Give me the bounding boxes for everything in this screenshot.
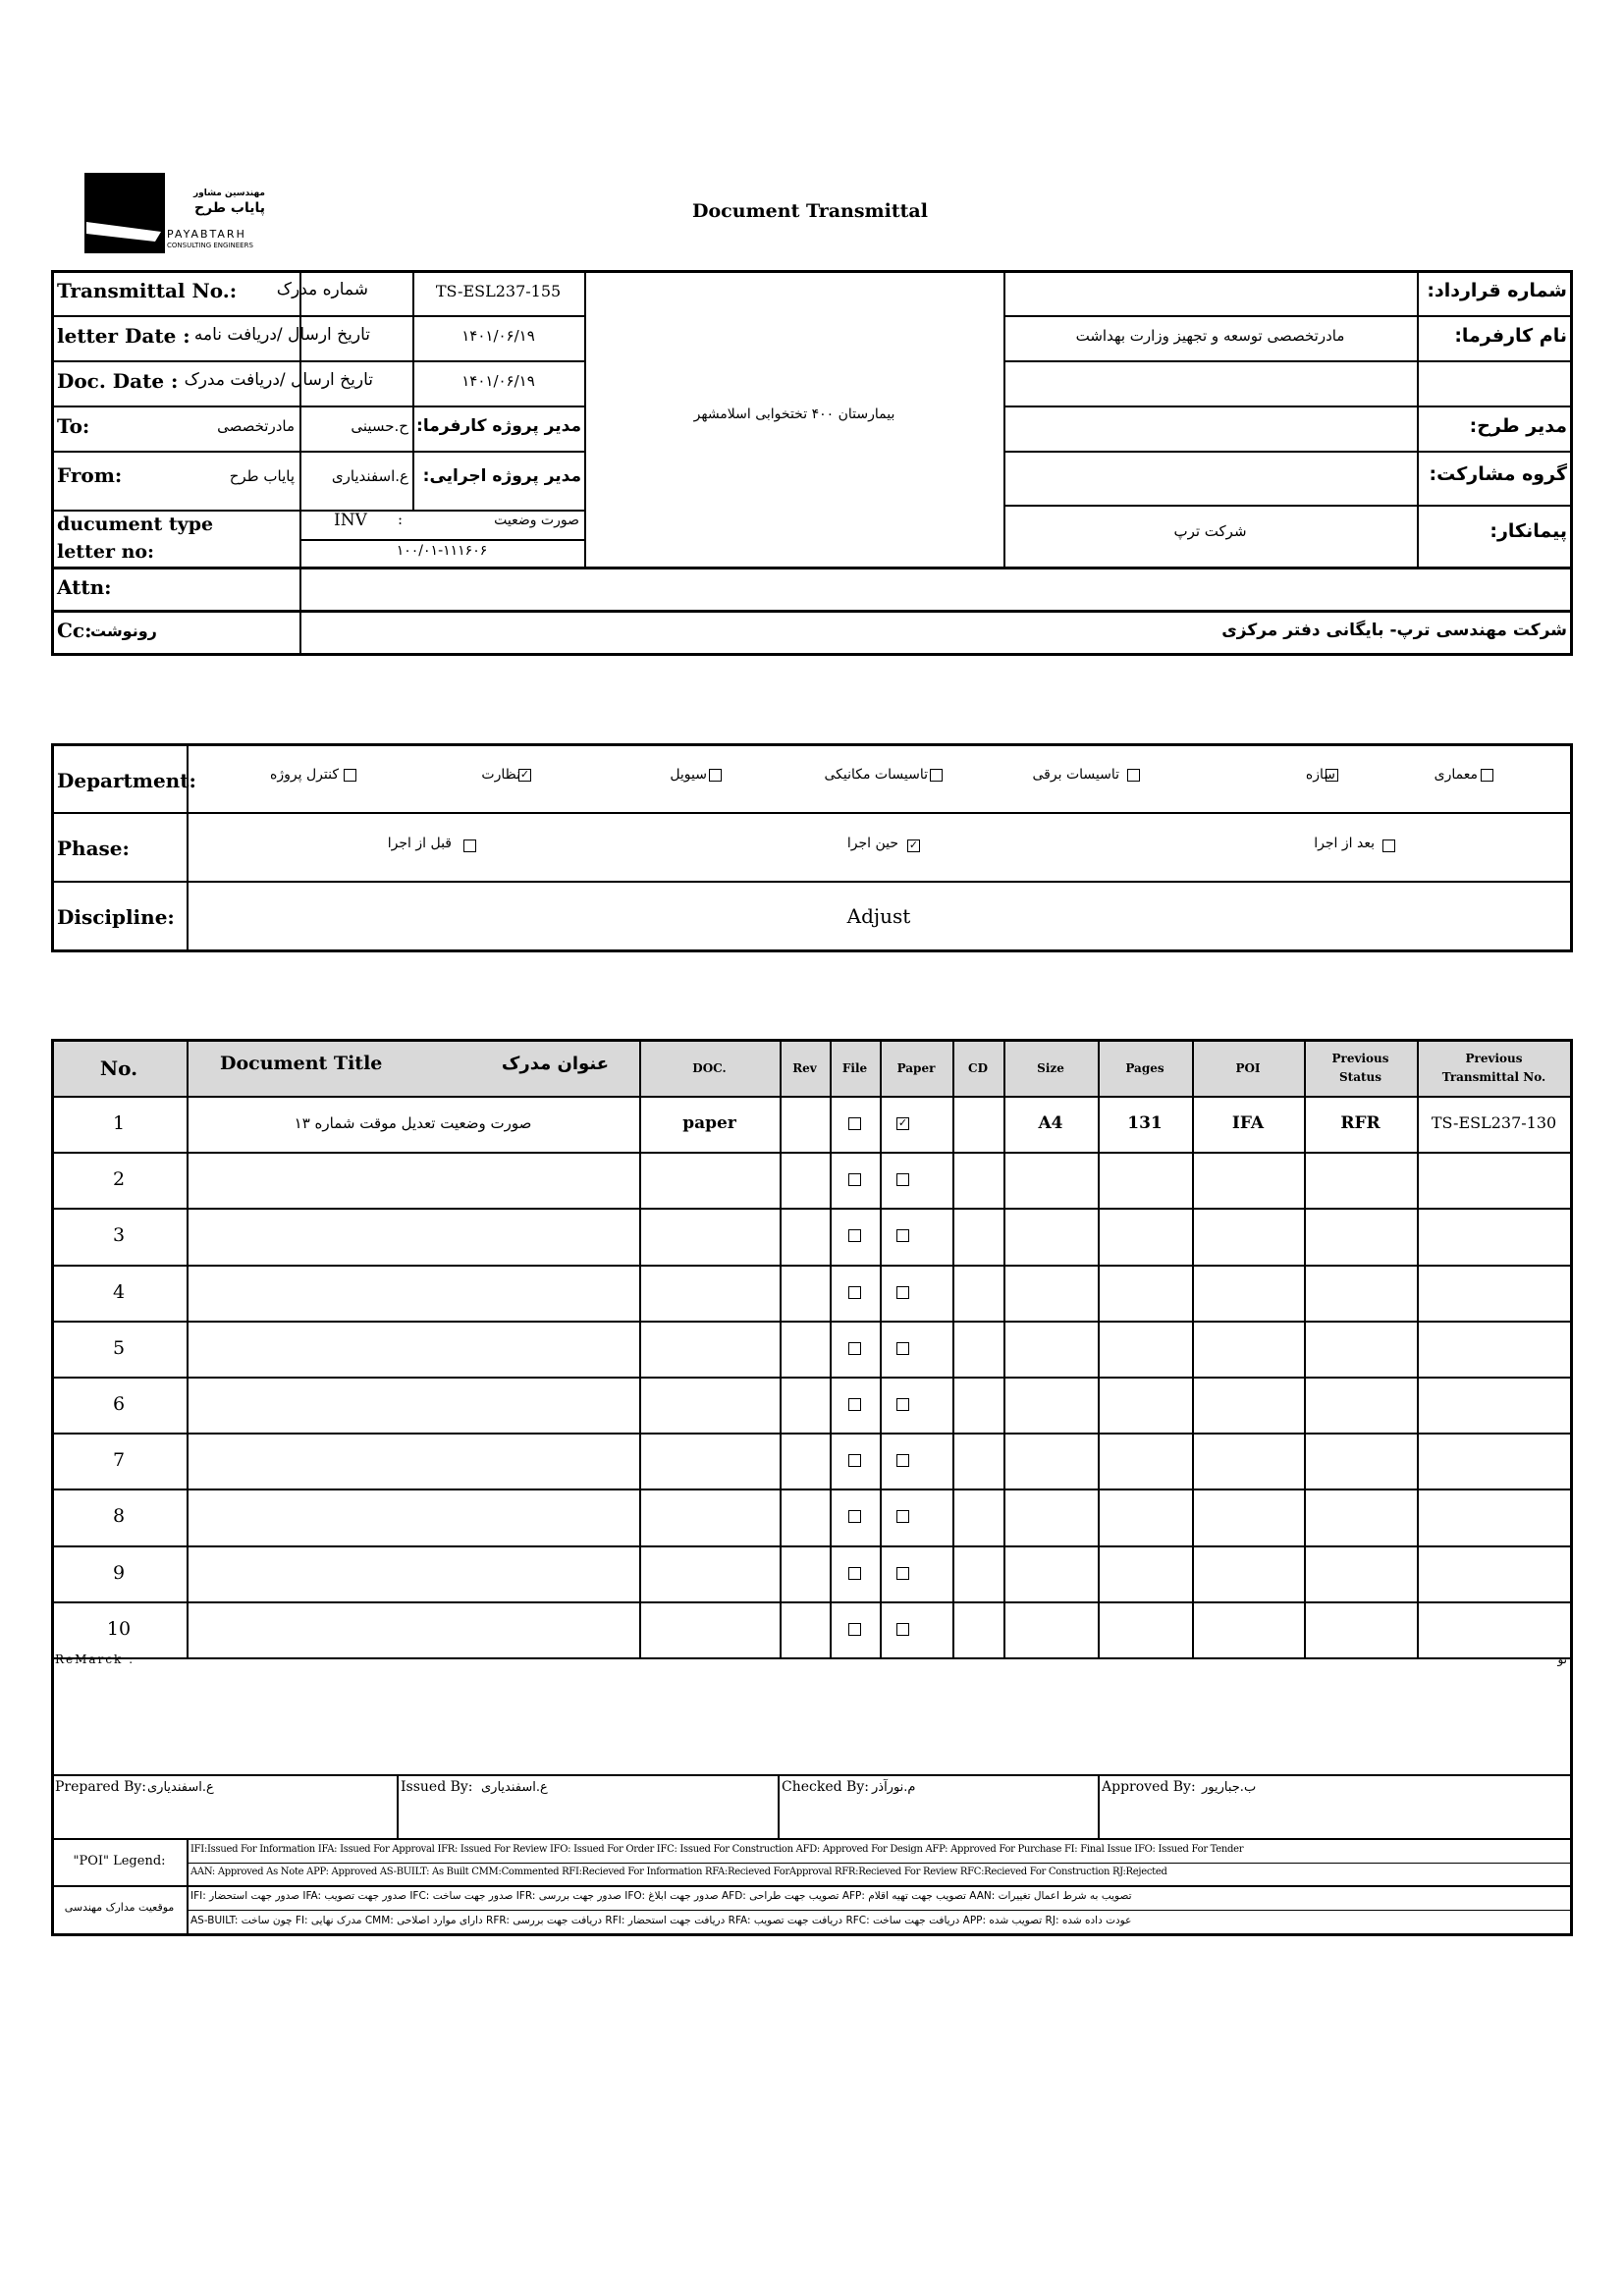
row-file-checkbox[interactable] [848,1567,861,1580]
logo-en: PAYABTARH [167,228,246,241]
row-file-checkbox[interactable] [848,1454,861,1467]
row-poi: IFA [1231,1113,1265,1133]
col-header-prev-status-2: Status [1338,1070,1381,1084]
cc-label: Cc: [57,619,92,642]
col-header-size: Size [1037,1061,1064,1075]
row-number: 9 [112,1562,126,1584]
row-number: 8 [112,1505,126,1527]
phase-checkbox[interactable]: ✓ [908,839,919,851]
department-option-label: معماری [1434,767,1478,783]
row-pages: 131 [1127,1113,1163,1133]
col-header-prev-trans-1: Previous [1465,1052,1523,1065]
contractor-label: پیمانکار: [1489,520,1567,542]
letter-date-label: letter Date : [57,324,190,348]
discipline-value: Adjust [846,904,911,928]
contractor-value: شرکت ترپ [1173,522,1247,540]
department-option-label: تاسیسات مکانیکی [824,767,928,783]
letter-date-fa-label: تاریخ ارسال /دریافت نامه [193,325,370,345]
remark-label: ReMarck : [55,1652,135,1666]
department-option-label: سیویل [670,767,707,783]
col-header-prev-status-1: Previous [1331,1052,1389,1065]
issued-by-value: ع.اسفندیاری [481,1780,548,1795]
cc-value: شرکت مهندسی ترپ- بایگانی دفتر مرکزی [1221,621,1567,640]
row-paper-checkbox[interactable] [896,1567,909,1580]
row-number: 3 [112,1224,126,1246]
designer-manager-label: مدیر طرح: [1469,415,1567,437]
phase-checkbox[interactable] [1382,839,1395,852]
department-checkbox[interactable] [930,769,943,782]
col-header-title-fa: عنوان مدرک [501,1054,609,1074]
fa-legend-line-2: AS-BUILT: چون ساخت FI: مدرک نهایی CMM: دارای موارد اصلاحی RFR: دریافت جهت بررسی RFI: دریافت جهت استحضار RFA: دریافت جهت تصویب RFC: دریافت جهت ساخت APP: تصویب شده RJ: عودت داده شده [190,1915,1132,1926]
row-number: 5 [112,1337,126,1359]
department-checkbox[interactable] [1326,769,1338,782]
row-prev-transmittal: TS-ESL237-130 [1431,1113,1557,1132]
row-paper-checkbox[interactable] [896,1342,909,1355]
row-file-checkbox[interactable] [848,1286,861,1299]
checked-by-label: Checked By: [782,1779,869,1795]
issued-by-label: Issued By: [401,1779,473,1795]
row-title: صورت وضعیت تعدیل موقت شماره ۱۳ [294,1114,532,1132]
attn-label: Attn: [57,575,112,599]
row-file-checkbox[interactable] [848,1398,861,1411]
employer-value: مادرتخصصی توسعه و تجهیز وزارت بهداشت [1075,327,1345,345]
row-file-checkbox[interactable] [848,1342,861,1355]
employer-pm-value: ح.حسینی [351,417,408,435]
page-title: Document Transmittal [692,200,928,222]
row-file-checkbox[interactable] [848,1623,861,1636]
doc-type-code: INV [334,511,367,530]
phase-checkbox[interactable] [463,839,476,852]
poi-legend-line-1: IFI:Issued For Information IFA: Issued For Approval IFR: Issued For Review IFO: Issued For Order IFC: Issued For Construction AFD: Approved For Design AFP: Approved For Purchase FI: Final Issue IFO: Issued For Tender [190,1844,1244,1855]
department-checkbox[interactable] [1127,769,1140,782]
phase-option-label: بعد از اجرا [1314,836,1375,851]
row-number: 2 [112,1168,126,1190]
company-logo [84,173,281,253]
col-header-rev: Rev [792,1061,817,1075]
transmittal-no-label: Transmittal No.: [57,279,238,302]
row-paper-checkbox[interactable] [896,1510,909,1523]
document-table [51,1039,1573,1936]
fa-legend-label: موقعیت مدارک مهندسی [64,1901,175,1914]
department-option-label: تاسیسات برقی [1032,767,1119,783]
letter-no-value: ۱۰۰/۰۱-۱۱۱۶۰۶ [396,543,488,559]
department-checkbox[interactable] [709,769,722,782]
exec-pm-value: ع.اسفندیاری [331,467,408,485]
row-file-checkbox[interactable] [848,1117,861,1130]
approved-by-label: Approved By: [1102,1779,1196,1795]
logo-fa: پایاب طرح [194,200,265,216]
col-header-file: File [841,1061,868,1075]
row-paper-checkbox[interactable]: ✓ [897,1116,908,1129]
row-paper-checkbox[interactable] [896,1286,909,1299]
row-number: 6 [112,1393,126,1415]
contract-no-label: شماره قرارداد: [1427,280,1567,301]
row-paper-checkbox[interactable] [896,1623,909,1636]
row-number: 10 [106,1618,132,1640]
row-size: A4 [1038,1113,1063,1133]
department-option-label: کنترل پروژه [270,767,339,783]
department-option-label: نظارت [481,767,520,783]
transmittal-no-fa-label: شماره مدرک [276,280,368,299]
col-header-no: No. [99,1056,138,1080]
phase-label: Phase: [57,837,130,860]
doc-type-fa: صورت وضعیت [494,513,579,528]
col-header-poi: POI [1235,1061,1261,1075]
department-checkbox[interactable] [344,769,356,782]
doc-type-label: ducument type [57,514,214,535]
poi-legend-label: "POI" Legend: [73,1854,166,1868]
row-number: 1 [112,1112,126,1134]
col-header-pages: Pages [1125,1061,1164,1075]
row-paper-checkbox[interactable] [896,1398,909,1411]
row-prev-status: RFR [1340,1113,1380,1133]
col-header-doc: DOC. [692,1061,727,1075]
employer-pm-label: مدیر پروژه کارفرما: [416,416,581,436]
doc-date-value: ۱۴۰۱/۰۶/۱۹ [461,372,535,390]
from-label: From: [57,463,123,487]
row-file-checkbox[interactable] [848,1229,861,1242]
to-value: مادرتخصصی [217,417,295,435]
project-name: بیمارستان ۴۰۰ تختخوابی اسلامشهر [693,406,895,422]
row-number: 7 [112,1449,126,1471]
department-label: Department: [57,769,196,792]
discipline-label: Discipline: [57,905,175,929]
logo-sub: CONSULTING ENGINEERS [167,242,253,249]
prepared-by-label: Prepared By: [55,1779,147,1795]
approved-by-value: ب.جباریور [1202,1780,1257,1795]
department-option-label: سازه [1305,767,1335,783]
row-file-checkbox[interactable] [848,1510,861,1523]
col-header-paper: Paper [896,1061,936,1075]
doc-date-label: Doc. Date : [57,369,179,393]
letter-date-value: ۱۴۰۱/۰۶/۱۹ [461,327,535,345]
row-doc: paper [682,1113,736,1133]
cc-fa-label: رونوشت [90,622,157,640]
col-header-prev-trans-2: Transmittal No. [1441,1070,1546,1084]
row-number: 4 [112,1281,126,1303]
letter-no-label: letter no: [57,541,155,563]
to-label: To: [57,414,90,438]
partner-label: گروه مشارکت: [1429,463,1567,485]
phase-option-label: قبل از اجرا [387,836,452,851]
from-value: پایاب طرح [229,467,295,485]
doc-type-colon: : [398,511,404,528]
row-paper-checkbox[interactable] [896,1229,909,1242]
row-paper-checkbox[interactable] [896,1173,909,1186]
col-header-cd: CD [968,1061,988,1075]
poi-legend-line-2: AAN: Approved As Note APP: Approved AS-BUILT: As Built CMM:Commented RFI:Recieved For Information RFA:Recieved ForApproval RFR:Recieved For Review RFC:Recieved For Construction RJ:Rejected [190,1867,1167,1877]
col-header-title-en: Document Title [220,1053,383,1074]
logo-fa-top: مهندسین مشاور [192,189,265,198]
prepared-by-value: ع.اسفندیاری [147,1780,214,1795]
department-checkbox[interactable] [1481,769,1493,782]
doc-date-fa-label: تاریخ ارسال /دریافت مدرک [184,370,373,390]
row-file-checkbox[interactable] [848,1173,861,1186]
transmittal-no-value: TS-ESL237-155 [435,282,562,300]
department-checkbox[interactable]: ✓ [519,768,530,781]
exec-pm-label: مدیر پروژه اجرایی: [422,466,581,486]
remark-fa: تو [1557,1652,1567,1666]
fa-legend-line-1: IFI: صدور جهت استحضار IFA: صدور جهت تصویب IFC: صدور جهت ساخت IFR: صدور جهت بررسی IFO: صدور جهت ابلاغ AFD: تصویب جهت طراحی AFP: تصویب جهت تهیه اقلام AAN: تصویب به شرط اعمال تغییرات [190,1890,1132,1902]
employer-label: نام کارفرما: [1454,325,1567,347]
row-paper-checkbox[interactable] [896,1454,909,1467]
phase-option-label: حین اجرا [846,836,898,851]
checked-by-value: م.نورآذر [872,1780,916,1795]
